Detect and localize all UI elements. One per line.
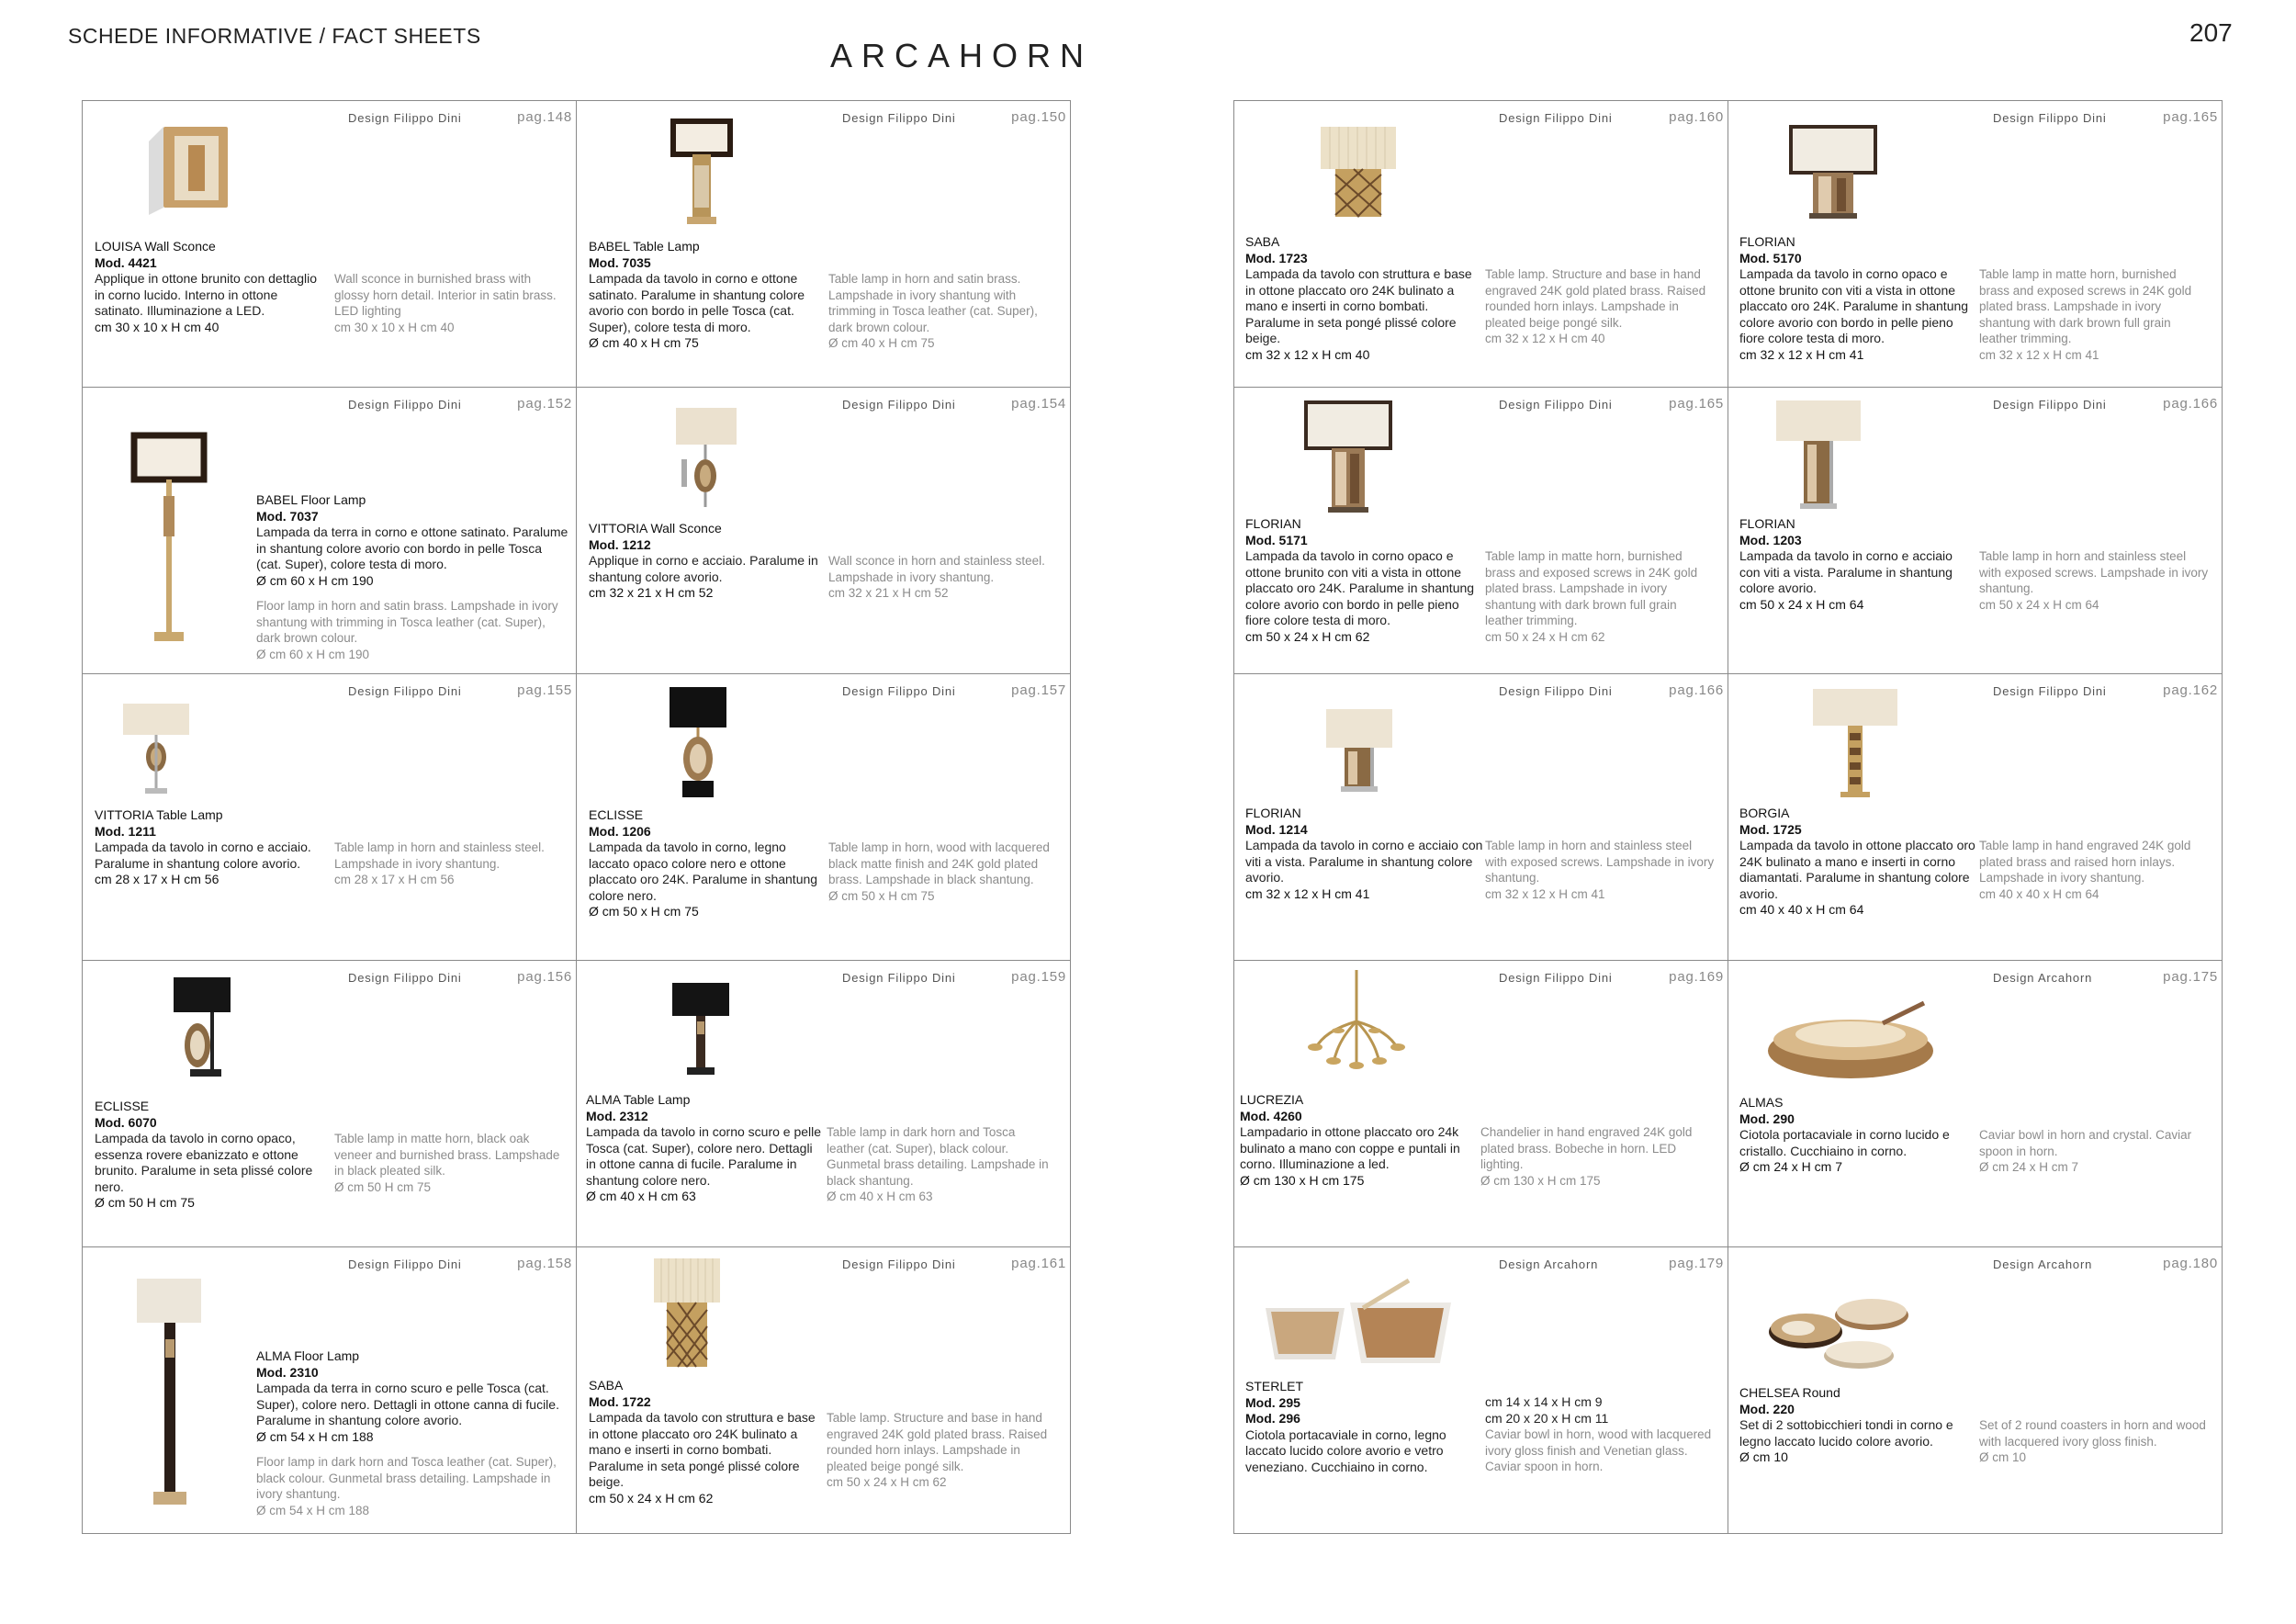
dimensions-english: Ø cm 60 x H cm 190 [256,647,370,661]
description-english: Table lamp in dark horn and Tosca leather (cat. Super), black colour. Gunmetal brass detailing. Lampshade in black shantung. [827,1125,1049,1188]
model-number: Mod. 1723 [1245,250,1308,265]
dimensions-english: Ø cm 50 x H cm 75 [828,888,935,903]
dimensions-english: Ø cm 40 x H cm 63 [827,1190,933,1203]
product-card-saba-1722 [577,1247,1070,1533]
dimensions: Ø cm 130 x H cm 175 [1240,1172,1365,1188]
page-reference: pag.159 [1011,969,1066,985]
dimensions: cm 50 x 24 x H cm 62 [589,1490,714,1506]
dimensions-english: cm 30 x 10 x H cm 40 [334,320,455,334]
description-italian: Lampada da tavolo in corno e acciaio con viti a vista. Paralume in shantung colore avorio. [1245,838,1483,885]
dimensions-mod-296: cm 20 x 20 x H cm 11 [1485,1410,1609,1426]
product-card-louisa [83,101,576,387]
dimensions: Ø cm 40 x H cm 75 [589,335,699,350]
page-reference: pag.150 [1011,109,1066,125]
model-number: Mod. 1203 [1739,532,1802,547]
designer-credit: Design Filippo Dini [842,684,956,698]
product-type: Table Lamp [156,807,223,822]
description-english: Chandelier in hand engraved 24K gold plated brass. Bobeche in horn. LED lighting. [1480,1125,1693,1171]
page-reference: pag.162 [2163,682,2218,698]
page-reference: pag.156 [517,969,572,985]
designer-credit: Design Filippo Dini [842,398,956,412]
product-type: Wall Sconce [650,521,722,536]
borgia-table-lamp-image [1809,685,1901,805]
almas-caviar-bowl-image [1763,987,1938,1088]
description-italian: Lampada da tavolo con struttura e base in ottone placcato oro 24K bulinato a mano e inserti in corno bombati. Paralume in seta pongé plissé colore beige. [1245,266,1472,345]
dimensions: Ø cm 60 x H cm 190 [256,572,374,588]
designer-credit: Design Filippo Dini [1499,111,1613,125]
dimensions-english: Ø cm 50 H cm 75 [334,1179,432,1194]
page-reference: pag.148 [517,109,572,125]
model-number: Mod. 4421 [95,254,157,270]
dimensions: cm 50 x 24 x H cm 64 [1739,596,1864,612]
description-english: Table lamp in matte horn, black oak veneer and burnished brass. Lampshade in black pleated silk. [334,1132,560,1178]
dimensions-english: cm 50 x 24 x H cm 62 [827,1475,947,1489]
dimensions-english: cm 40 x 40 x H cm 64 [1979,886,2099,901]
product-type: Wall Sconce [144,239,216,254]
description-english: Floor lamp in horn and satin brass. Lampshade in ivory shantung with trimming in Tosca leather (cat. Super), dark brown colour. [256,599,558,645]
dimensions: Ø cm 10 [1739,1449,1788,1464]
description-italian: Lampada da tavolo in corno e ottone satinato. Paralume in shantung colore avorio con bordo in pelle Tosca (cat. Super), colore testa di moro. [589,271,805,334]
designer-credit: Design Filippo Dini [842,971,956,985]
model-number: Mod. 1214 [1245,821,1308,837]
description-english: Floor lamp in dark horn and Tosca leather (cat. Super), black colour. Gunmetal brass detailing. Lampshade in ivory shantung. [256,1455,557,1501]
product-card-chelsea [1728,1247,2222,1533]
product-type: Round [1802,1385,1840,1400]
designer-credit: Design Filippo Dini [1499,684,1613,698]
chelsea-coasters-image [1761,1275,1918,1376]
product-card-florian-1214 [1234,674,1728,960]
description-english: Table lamp in horn, wood with lacquered black matte finish and 24K gold plated brass. Lampshade in black shantung. [828,840,1050,886]
product-type: Table Lamp [633,239,700,254]
description-english: Table lamp in horn and stainless steel with exposed screws. Lampshade in ivory shantung. [1485,839,1715,885]
product-name: FLORIAN [1739,516,1795,531]
dimensions-english: Ø cm 54 x H cm 188 [256,1503,370,1517]
dimensions-english: cm 32 x 21 x H cm 52 [828,586,949,600]
page-reference: pag.166 [1669,682,1724,698]
designer-credit: Design Filippo Dini [1499,398,1613,412]
page-reference: pag.161 [1011,1256,1066,1271]
description-italian: Lampada da tavolo in ottone placcato oro 24K bulinato a mano e inserti in corno diamantati. Paralume in shantung colore avorio. [1739,838,1975,901]
vittoria-wall-sconce-image [669,404,742,514]
description-italian: Lampada da tavolo con struttura e base in ottone placcato oro 24K bulinato a mano e inserti in corno bombati. Paralume in seta pongé plissé colore beige. [589,1410,816,1489]
dimensions-english: cm 32 x 12 x H cm 41 [1485,886,1605,901]
product-name: ALMA [256,1348,291,1363]
dimensions: cm 32 x 12 x H cm 41 [1245,885,1370,901]
alma-floor-lamp-image [133,1275,207,1523]
page-reference: pag.180 [2163,1256,2218,1271]
product-name: STERLET [1245,1379,1304,1393]
page-number: 207 [2189,18,2233,47]
page-reference: pag.175 [2163,969,2218,985]
dimensions: cm 32 x 12 x H cm 41 [1739,346,1864,362]
product-name: ECLISSE [95,1099,150,1113]
designer-credit: Design Arcahorn [1499,1257,1599,1271]
description-italian: Lampada da tavolo in corno e acciaio. Paralume in shantung colore avorio. [95,840,311,871]
page-reference: pag.179 [1669,1256,1724,1271]
model-number: Mod. 1212 [589,536,651,552]
product-name: LOUISA [95,239,141,254]
dimensions-english: Ø cm 130 x H cm 175 [1480,1173,1601,1188]
page-reference: pag.160 [1669,109,1724,125]
designer-credit: Design Arcahorn [1993,971,2093,985]
designer-credit: Design Filippo Dini [1993,684,2107,698]
description-italian: Set di 2 sottobicchieri tondi in corno e legno laccato lucido colore avorio. [1739,1417,1953,1449]
product-type: Floor Lamp [300,492,366,507]
florian-table-lamp-image [1787,123,1879,224]
product-name: SABA [589,1378,624,1393]
designer-credit: Design Filippo Dini [348,971,462,985]
lucrezia-chandelier-image [1306,966,1407,1086]
model-number: Mod. 1211 [95,823,156,839]
designer-credit: Design Filippo Dini [1993,398,2107,412]
dimensions: cm 30 x 10 x H cm 40 [95,319,219,334]
product-name: ALMAS [1739,1095,1784,1110]
babel-table-lamp-image [669,118,733,228]
page-reference: pag.166 [2163,396,2218,412]
dimensions-mod-295: cm 14 x 14 x H cm 9 [1485,1394,1603,1409]
product-name: CHELSEA [1739,1385,1799,1400]
model-number: Mod. 5170 [1739,250,1802,265]
florian-table-lamp-image [1302,399,1394,518]
product-card-florian-5171 [1234,388,1728,673]
dimensions: cm 32 x 21 x H cm 52 [589,585,714,600]
section-title: SCHEDE INFORMATIVE / FACT SHEETS [68,24,481,48]
dimensions: cm 40 x 40 x H cm 64 [1739,902,1864,917]
florian-table-lamp-image [1322,705,1396,797]
product-name: VITTORIA [95,807,153,822]
model-number: Mod. 1206 [589,823,651,839]
model-number: Mod. 2310 [256,1364,319,1380]
product-name: BABEL [256,492,298,507]
model-number: Mod. 7035 [589,254,651,270]
description-english: Table lamp. Structure and base in hand engraved 24K gold plated brass. Raised rounded horn inlays. Lampshade in pleated beige pongé silk. [1485,267,1706,330]
model-number: Mod. 6070 [95,1114,157,1130]
product-name: BABEL [589,239,630,254]
saba-table-lamp-image [650,1255,724,1374]
dimensions: Ø cm 24 x H cm 7 [1739,1159,1843,1174]
eclisse-table-lamp-image [666,683,730,803]
description-english: Table lamp in hand engraved 24K gold plated brass and raised horn inlays. Lampshade in ivory shantung. [1979,839,2191,885]
sterlet-caviar-bowl-image [1262,1271,1455,1372]
dimensions: Ø cm 50 H cm 75 [95,1195,195,1210]
left-fact-sheet-grid [82,100,1071,1534]
description-english: Table lamp in matte horn, burnished brass and exposed screws in 24K gold plated brass. Lampshade in ivory shantung with dark brown full grain leather trimming. [1485,549,1698,627]
product-name: FLORIAN [1739,234,1795,249]
description-italian: Lampada da tavolo in corno opaco e ottone brunito con viti a vista in ottone placcato oro 24K. Paralume in shantung colore avorio con bordo in pelle pieno fiore colore testa di moro. [1739,266,1969,345]
description-english: Set of 2 round coasters in horn and wood with lacquered ivory gloss finish. [1979,1418,2206,1449]
dimensions-english: Ø cm 40 x H cm 75 [828,336,935,350]
description-italian: Applique in corno e acciaio. Paralume in shantung colore avorio. [589,553,818,584]
designer-credit: Design Filippo Dini [348,111,462,125]
description-english: Caviar bowl in horn, wood with lacquered ivory gloss finish and Venetian glass. Caviar spoon in horn. [1485,1427,1712,1473]
product-type: Table Lamp [624,1092,691,1107]
designer-credit: Design Filippo Dini [1499,971,1613,985]
product-name: ECLISSE [589,807,644,822]
product-card-babel-table [577,101,1070,387]
product-card-babel-floor [83,388,576,673]
product-name: VITTORIA [589,521,647,536]
designer-credit: Design Filippo Dini [1993,111,2107,125]
dimensions: Ø cm 54 x H cm 188 [256,1428,374,1444]
description-italian: Lampada da terra in corno scuro e pelle Tosca (cat. Super), colore nero. Dettagli in ottone canna di fucile. Paralume in shantung colore avorio. [256,1381,559,1427]
product-name: ALMA [586,1092,621,1107]
model-number: Mod. 1722 [589,1393,651,1409]
description-english: Table lamp in matte horn, burnished brass and exposed screws in 24K gold plated brass. Lampshade in ivory shantung with dark brown full grain leather trimming. [1979,267,2192,345]
description-english: Table lamp in horn and satin brass. Lampshade in ivory shantung with trimming in Tosca leather (cat. Super), dark brown colour. [828,272,1038,334]
page-reference: pag.158 [517,1256,572,1271]
description-italian: Lampada da tavolo in corno e acciaio con viti a vista. Paralume in shantung colore avorio. [1739,548,1953,595]
product-name: BORGIA [1739,806,1790,820]
brand-logo: ARCAHORN [830,37,1094,74]
eclisse-table-lamp-image [170,974,234,1084]
designer-credit: Design Filippo Dini [348,1257,462,1271]
dimensions: Ø cm 40 x H cm 63 [586,1189,696,1203]
product-card-saba-1723 [1234,101,1728,387]
description-english: Wall sconce in horn and stainless steel. Lampshade in ivory shantung. [828,554,1045,584]
model-number: Mod. 4260 [1240,1108,1302,1123]
dimensions-english: cm 50 x 24 x H cm 62 [1485,629,1605,644]
dimensions-english: cm 32 x 12 x H cm 41 [1979,347,2099,362]
product-name: FLORIAN [1245,516,1301,531]
description-italian: Lampada da terra in corno e ottone satinato. Paralume in shantung colore avorio con bordo in pelle Tosca (cat. Super), colore testa di moro. [256,524,568,571]
product-card-alma-floor [83,1247,576,1533]
description-italian: Lampadario in ottone placcato oro 24k bulinato a mano con coppe e puntali in corno. Illuminazione a led. [1240,1124,1460,1171]
dimensions-english: Ø cm 10 [1979,1450,2027,1464]
page-reference: pag.157 [1011,682,1066,698]
product-name: FLORIAN [1245,806,1301,820]
product-card-borgia [1728,674,2222,960]
page-reference: pag.155 [517,682,572,698]
babel-floor-lamp-image [129,432,211,652]
product-card-florian-5170 [1728,101,2222,387]
product-type: Floor Lamp [294,1348,360,1363]
product-name: SABA [1245,234,1280,249]
page-reference: pag.165 [2163,109,2218,125]
right-fact-sheet-grid [1233,100,2223,1534]
model-number: Mod. 7037 [256,508,319,524]
model-number-2: Mod. 296 [1245,1411,1300,1426]
description-english: Table lamp in horn and stainless steel. Lampshade in ivory shantung. [334,840,545,871]
designer-credit: Design Filippo Dini [348,684,462,698]
description-italian: Ciotola portacaviale in corno, legno laccato lucido colore avorio e vetro veneziano. Cucchiaino in corno. [1245,1427,1446,1474]
description-english: Table lamp. Structure and base in hand engraved 24K gold plated brass. Raised rounded horn inlays. Lampshade in pleated beige pongé silk. [827,1411,1048,1473]
designer-credit: Design Arcahorn [1993,1257,2093,1271]
louisa-wall-sconce-image [138,118,239,219]
product-card-eclisse-6070 [83,961,576,1246]
page-reference: pag.165 [1669,396,1724,412]
florian-table-lamp-image [1773,397,1864,516]
model-number: Mod. 290 [1739,1111,1795,1126]
product-card-florian-1203 [1728,388,2222,673]
product-card-almas [1728,961,2222,1246]
description-italian: Applique in ottone brunito con dettaglio in corno lucido. Interno in ottone satinato. Illuminazione a LED. [95,271,318,318]
designer-credit: Design Filippo Dini [842,1257,956,1271]
description-italian: Ciotola portacaviale in corno lucido e cristallo. Cucchiaino in corno. [1739,1127,1950,1158]
description-italian: Lampada da tavolo in corno opaco, essenza rovere ebanizzato e ottone brunito. Paralume in seta plissé colore nero. [95,1131,313,1194]
page-reference: pag.154 [1011,396,1066,412]
dimensions-english: cm 28 x 17 x H cm 56 [334,873,455,886]
saba-table-lamp-image [1317,123,1400,224]
vittoria-table-lamp-image [119,700,193,801]
designer-credit: Design Filippo Dini [842,111,956,125]
alma-table-lamp-image [669,979,733,1080]
dimensions: Ø cm 50 x H cm 75 [589,904,699,919]
designer-credit: Design Filippo Dini [348,398,462,412]
product-name: LUCREZIA [1240,1092,1304,1107]
description-english: Caviar bowl in horn and crystal. Caviar spoon in horn. [1979,1128,2192,1158]
product-card-vittoria-table [83,674,576,960]
description-italian: Lampada da tavolo in corno opaco e ottone brunito con viti a vista in ottone placcato oro 24K. Paralume in shantung colore avorio con bordo in pelle pieno fiore colore testa di moro. [1245,548,1475,627]
dimensions-english: cm 50 x 24 x H cm 64 [1979,597,2099,612]
dimensions-english: Ø cm 24 x H cm 7 [1979,1160,2079,1174]
model-number: Mod. 220 [1739,1401,1795,1416]
description-italian: Lampada da tavolo in corno, legno laccato opaco colore nero e ottone placcato oro 24K. Paralume in shantung colore nero. [589,840,818,903]
model-number: Mod. 2312 [586,1108,648,1123]
product-card-vittoria-wall [577,388,1070,673]
description-english: Table lamp in horn and stainless steel with exposed screws. Lampshade in ivory shantung. [1979,549,2209,595]
description-english: Wall sconce in burnished brass with glossy horn detail. Interior in satin brass. LED lighting [334,272,557,318]
product-card-eclisse-1206 [577,674,1070,960]
model-number: Mod. 1725 [1739,821,1802,837]
product-card-sterlet [1234,1247,1728,1533]
model-number: Mod. 295 [1245,1394,1300,1410]
dimensions: cm 50 x 24 x H cm 62 [1245,628,1370,644]
dimensions-english: cm 32 x 12 x H cm 40 [1485,332,1605,345]
product-card-lucrezia [1234,961,1728,1246]
dimensions: cm 28 x 17 x H cm 56 [95,872,219,886]
page-reference: pag.169 [1669,969,1724,985]
page-reference: pag.152 [517,396,572,412]
product-card-alma-table [577,961,1070,1246]
description-italian: Lampada da tavolo in corno scuro e pelle Tosca (cat. Super), colore nero. Dettagli in ottone canna di fucile. Paralume in shantung colore nero. [586,1124,822,1188]
dimensions: cm 32 x 12 x H cm 40 [1245,346,1370,362]
model-number: Mod. 5171 [1245,532,1308,547]
